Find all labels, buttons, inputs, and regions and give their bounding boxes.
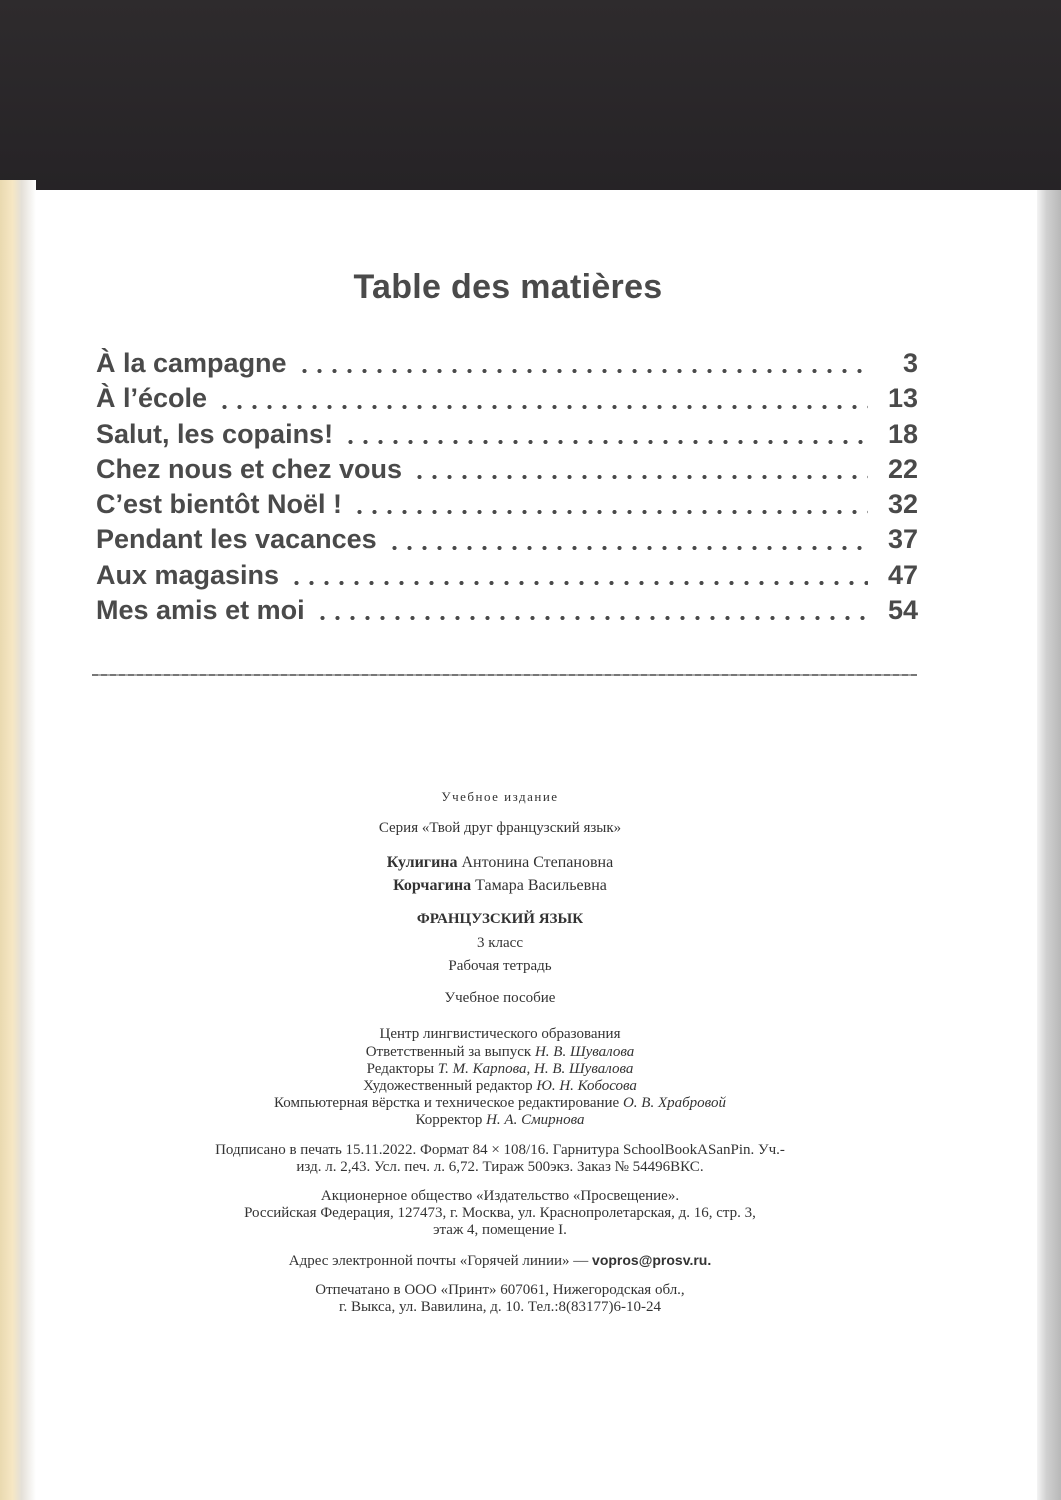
toc-entry-label: C’est bientôt Noël ! [96, 489, 343, 520]
author-line [0, 877, 1000, 894]
author-name: Антонина Степановна [461, 854, 614, 871]
author-line [0, 854, 1000, 871]
section-divider [92, 674, 917, 676]
book-kind: Рабочая тетрадь [448, 958, 552, 974]
credit-name: О. В. Храбровой [622, 1095, 726, 1111]
scan-background-top [0, 0, 1061, 190]
grade-line: 3 класс [477, 935, 523, 951]
toc-entry-page: 3 [902, 348, 918, 378]
author-name: Тамара Васильевна [475, 877, 607, 894]
toc-leader-dots [297, 368, 868, 374]
toc-entry-label: À l’école [96, 383, 208, 414]
toc-entry-label: Pendant les vacances [96, 524, 377, 555]
toc-leader-dots [217, 404, 868, 410]
toc-leader-dots [387, 545, 868, 551]
credit-label: Художественный редактор [363, 1078, 533, 1094]
toc-entry-label: Salut, les copains! [96, 418, 334, 449]
series-line: Серия «Твой друг французский язык» [378, 820, 622, 836]
toc-entry-page: 32 [887, 489, 918, 520]
book-title: ФРАНЦУЗСКИЙ ЯЗЫК [416, 911, 584, 927]
corrector-line [0, 1112, 1000, 1129]
toc-leader-dots [315, 615, 868, 621]
page-right-shadow [1037, 190, 1061, 1500]
publisher-line-1: Акционерное общество «Издательство «Просвещение». [320, 1188, 680, 1204]
publisher-line-3: этаж 4, помещение I. [433, 1222, 567, 1238]
toc-entry [96, 595, 918, 630]
credit-label: Корректор [415, 1112, 483, 1128]
publisher-line-2: Российская Федерация, 127473, г. Москва, ул. Краснопролетарская, д. 16, стр. 3, [244, 1205, 756, 1221]
credit-name: Т. М. Карпова, Н. В. Шувалова [437, 1061, 634, 1077]
author-surname: Корчагина [393, 877, 472, 894]
toc-entry-page: 54 [887, 595, 918, 626]
toc-entry-page: 47 [887, 559, 918, 590]
toc-entry [96, 348, 918, 383]
credit-label: Редакторы [366, 1061, 435, 1077]
center-line: Центр лингвистического образования [379, 1026, 621, 1042]
print-details-line-1: Подписано в печать 15.11.2022. Формат 84 × 108/16. Гарнитура SchoolBookASanPin. Уч.- [215, 1142, 785, 1158]
email-label: Адрес электронной почты «Горячей линии» — [288, 1253, 589, 1269]
toc-entry-label: Chez nous et chez vous [96, 453, 403, 484]
manual-line: Учебное пособие [444, 990, 556, 1006]
table-of-contents [96, 348, 918, 630]
toc-entry-page: 18 [887, 418, 918, 449]
credit-label: Компьютерная вёрстка и техническое редактирование [274, 1095, 620, 1111]
email-address: vopros@prosv.ru. [592, 1252, 712, 1268]
toc-entry [96, 489, 918, 524]
toc-entry [96, 383, 918, 418]
toc-entry [96, 524, 918, 559]
credit-name: Н. В. Шувалова [534, 1044, 635, 1060]
toc-entry-page: 22 [887, 453, 918, 484]
layout-line [0, 1095, 1000, 1112]
toc-entry [96, 419, 918, 454]
toc-entry-label: Aux magasins [96, 559, 280, 590]
toc-title: Table des matières [353, 268, 663, 306]
credit-label: Ответственный за выпуск [365, 1044, 532, 1060]
toc-entry-page: 37 [887, 524, 918, 555]
toc-entry [96, 560, 918, 595]
responsible-line [0, 1044, 1000, 1061]
toc-entry [96, 454, 918, 489]
editors-line [0, 1061, 1000, 1078]
toc-leader-dots [343, 439, 868, 445]
printed-by-line-2: г. Выкса, ул. Вавилина, д. 10. Тел.:8(83177)6-10-24 [338, 1299, 662, 1315]
toc-leader-dots [352, 509, 868, 515]
toc-entry-label: À la campagne [96, 348, 287, 378]
credit-name: Ю. Н. Кобосова [536, 1078, 637, 1094]
print-details-line-2: изд. л. 2,43. Усл. печ. л. 6,72. Тираж 500экз. Заказ № 54496ВКС. [296, 1159, 704, 1175]
edition-type: Учебное издание [441, 789, 559, 804]
toc-entry-page: 13 [887, 383, 918, 414]
printed-by-line-1: Отпечатано в ООО «Принт» 607061, Нижегородская обл., [315, 1282, 685, 1298]
credit-name: Н. А. Смирнова [486, 1112, 585, 1128]
toc-entry-label: Mes amis et moi [96, 595, 305, 626]
author-surname: Кулигина [386, 854, 458, 871]
toc-leader-dots [412, 474, 868, 480]
email-line [0, 1252, 1000, 1270]
toc-leader-dots [289, 580, 868, 586]
art-editor-line [0, 1078, 1000, 1095]
